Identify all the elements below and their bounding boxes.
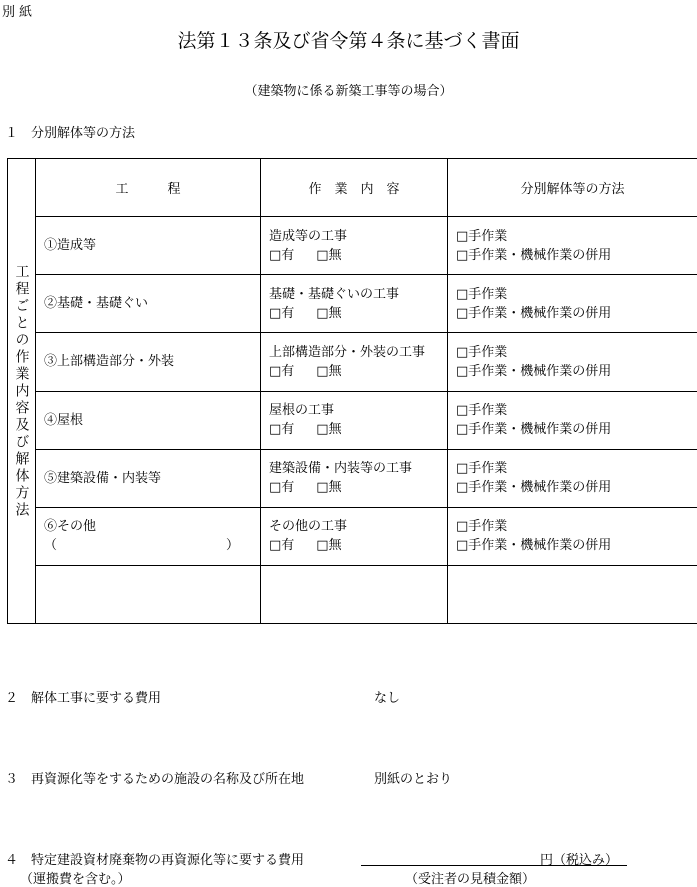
combined-checkbox[interactable]: □手作業・機械作業の併用 <box>456 246 697 265</box>
has-checkbox[interactable]: □有 <box>269 538 294 553</box>
manual-checkbox[interactable]: □手作業 <box>456 343 697 362</box>
manual-checkbox[interactable]: □手作業 <box>456 285 697 304</box>
has-checkbox[interactable]: □有 <box>269 480 294 495</box>
table-row <box>8 217 697 275</box>
table-row <box>8 507 697 565</box>
none-checkbox[interactable]: □無 <box>316 306 341 321</box>
process-cell: ③上部構造部分・外装 <box>36 333 261 391</box>
process-cell: ①造成等 <box>36 217 261 275</box>
empty-cell[interactable] <box>448 565 697 623</box>
combined-checkbox[interactable]: □手作業・機械作業の併用 <box>456 536 697 555</box>
side-label: 工程ごとの作業内容及び解体方法 <box>8 159 36 624</box>
process-cell: ②基礎・基礎ぐい <box>36 275 261 333</box>
method-cell <box>448 449 697 507</box>
demolition-method-table <box>7 158 697 624</box>
section-3-heading: ３ 再資源化等をするための施設の名称及び所在地 <box>5 768 304 787</box>
document-title: 法第１３条及び省令第４条に基づく書面 <box>0 26 697 53</box>
manual-checkbox[interactable]: □手作業 <box>456 401 697 420</box>
section-2-heading: ２ 解体工事に要する費用 <box>5 687 161 706</box>
method-cell <box>448 275 697 333</box>
has-checkbox[interactable]: □有 <box>269 248 294 263</box>
work-cell: 造成等の工事 □有 □無 <box>261 217 448 275</box>
method-cell <box>448 333 697 391</box>
cost-amount-line[interactable] <box>361 865 627 866</box>
method-cell <box>448 507 697 565</box>
manual-checkbox[interactable]: □手作業 <box>456 227 697 246</box>
section-2-value: なし <box>374 687 400 706</box>
manual-checkbox[interactable]: □手作業 <box>456 459 697 478</box>
column-header-method: 分別解体等の方法 <box>448 159 697 217</box>
process-cell: ⑥その他 （ ） <box>36 507 261 565</box>
combined-checkbox[interactable]: □手作業・機械作業の併用 <box>456 420 697 439</box>
column-header-process: 工 程 <box>36 159 261 217</box>
document-subtitle: （建築物に係る新築工事等の場合） <box>0 80 697 99</box>
none-checkbox[interactable]: □無 <box>316 248 341 263</box>
table-header-row <box>8 159 697 217</box>
section-4-heading: ４ 特定建設資材廃棄物の再資源化等に要する費用 <box>5 849 304 868</box>
corner-label: 別紙 <box>2 1 36 20</box>
manual-checkbox[interactable]: □手作業 <box>456 517 697 536</box>
method-cell <box>448 217 697 275</box>
work-cell: 屋根の工事 □有 □無 <box>261 391 448 449</box>
none-checkbox[interactable]: □無 <box>316 422 341 437</box>
method-cell <box>448 391 697 449</box>
none-checkbox[interactable]: □無 <box>316 364 341 379</box>
section-4-subheading: （運搬費を含む。） <box>20 868 131 887</box>
combined-checkbox[interactable]: □手作業・機械作業の併用 <box>456 362 697 381</box>
column-header-work: 作 業 内 容 <box>261 159 448 217</box>
has-checkbox[interactable]: □有 <box>269 422 294 437</box>
section-3-value: 別紙のとおり <box>374 768 452 787</box>
table-row <box>8 275 697 333</box>
empty-row <box>8 565 697 623</box>
none-checkbox[interactable]: □無 <box>316 480 341 495</box>
work-cell: 基礎・基礎ぐいの工事 □有 □無 <box>261 275 448 333</box>
cost-unit: 円（税込み） <box>540 849 618 868</box>
has-checkbox[interactable]: □有 <box>269 364 294 379</box>
section-1-heading: １ 分別解体等の方法 <box>5 122 135 141</box>
combined-checkbox[interactable]: □手作業・機械作業の併用 <box>456 478 697 497</box>
empty-cell[interactable] <box>36 565 261 623</box>
table-row <box>8 333 697 391</box>
table-row <box>8 391 697 449</box>
combined-checkbox[interactable]: □手作業・機械作業の併用 <box>456 304 697 323</box>
process-cell: ⑤建築設備・内装等 <box>36 449 261 507</box>
none-checkbox[interactable]: □無 <box>316 538 341 553</box>
has-checkbox[interactable]: □有 <box>269 306 294 321</box>
work-cell: その他の工事 □有 □無 <box>261 507 448 565</box>
work-cell: 建築設備・内装等の工事 □有 □無 <box>261 449 448 507</box>
cost-note: （受注者の見積金額） <box>405 868 535 887</box>
work-cell: 上部構造部分・外装の工事 □有 □無 <box>261 333 448 391</box>
other-blank[interactable]: （ ） <box>44 536 260 555</box>
empty-cell[interactable] <box>261 565 448 623</box>
process-cell: ④屋根 <box>36 391 261 449</box>
table-row <box>8 449 697 507</box>
